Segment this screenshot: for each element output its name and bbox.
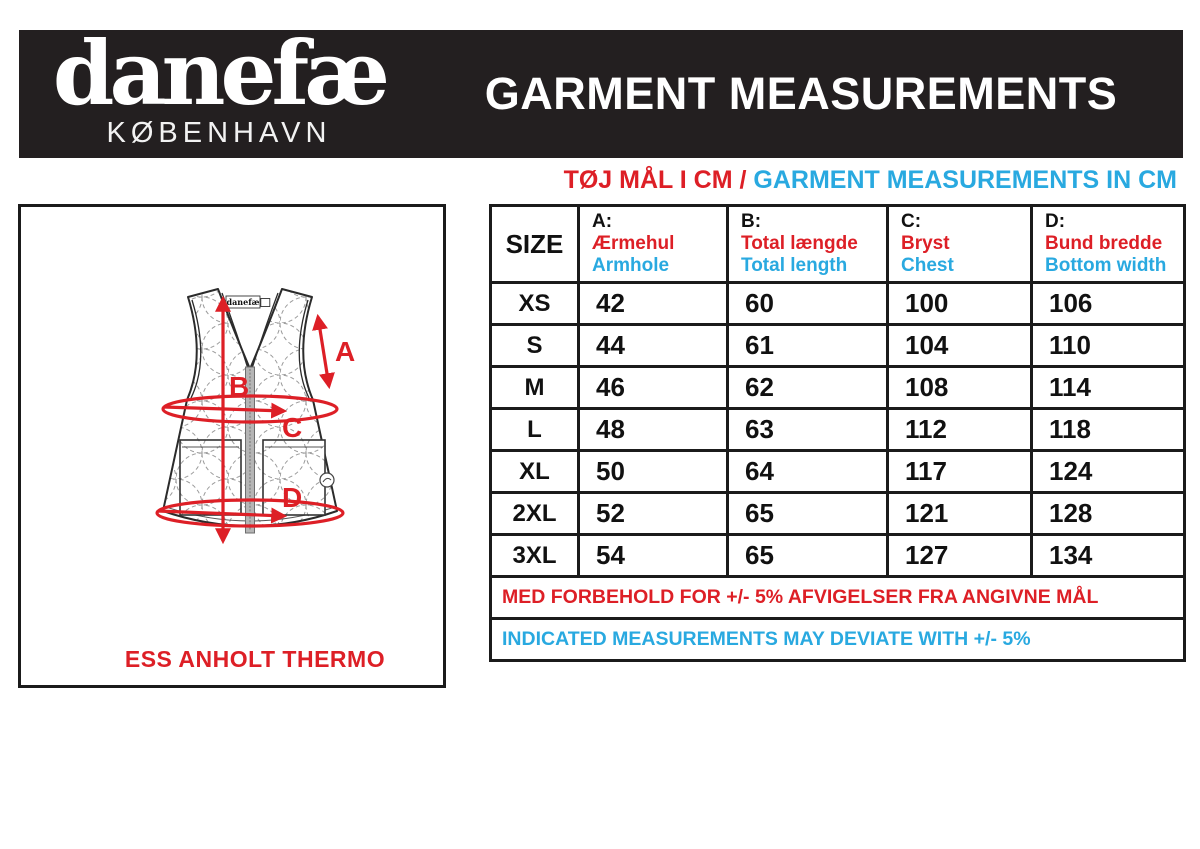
column-header-d: D: Bund bredde Bottom width [1032, 206, 1185, 283]
size-label: XL [491, 451, 579, 493]
subtitle-danish: TØJ MÅL I CM / [563, 166, 754, 194]
column-header-b: B: Total længde Total length [728, 206, 888, 283]
value-b: 65 [728, 535, 888, 577]
value-d: 118 [1032, 409, 1185, 451]
value-c: 104 [888, 325, 1032, 367]
value-b: 65 [728, 493, 888, 535]
value-d: 114 [1032, 367, 1185, 409]
brand-logo [19, 20, 419, 149]
value-a: 44 [579, 325, 728, 367]
garment-diagram-panel [18, 204, 446, 688]
value-b: 62 [728, 367, 888, 409]
subtitle [564, 166, 1177, 195]
header-bar [19, 20, 1183, 158]
column-header-c: C: Bryst Chest [888, 206, 1032, 283]
logo-patch [320, 473, 334, 487]
table-row [491, 325, 1185, 367]
measure-label-c: C [282, 412, 303, 443]
size-label: S [491, 325, 579, 367]
table-header-row [491, 206, 1185, 283]
value-b: 60 [728, 283, 888, 325]
table-row [491, 283, 1185, 325]
value-a: 48 [579, 409, 728, 451]
size-column-header: SIZE [491, 206, 579, 283]
value-c: 100 [888, 283, 1032, 325]
value-a: 50 [579, 451, 728, 493]
disclaimer-danish: MED FORBEHOLD FOR +/- 5% AFVIGELSER FRA ANGIVNE MÅL [491, 577, 1185, 619]
value-a: 46 [579, 367, 728, 409]
value-d: 134 [1032, 535, 1185, 577]
value-b: 63 [728, 409, 888, 451]
disclaimer-row-danish [491, 577, 1185, 619]
vest-diagram [124, 271, 374, 587]
value-c: 108 [888, 367, 1032, 409]
disclaimer-english: INDICATED MEASUREMENTS MAY DEVIATE WITH +/- 5% [491, 619, 1185, 661]
size-label: 2XL [491, 493, 579, 535]
column-header-a: A: Ærmehul Armhole [579, 206, 728, 283]
table-row [491, 493, 1185, 535]
disclaimer-row-english [491, 619, 1185, 661]
measurements-table [489, 204, 1186, 662]
size-label: M [491, 367, 579, 409]
value-d: 110 [1032, 325, 1185, 367]
value-a: 42 [579, 283, 728, 325]
size-label: L [491, 409, 579, 451]
value-d: 128 [1032, 493, 1185, 535]
table-row [491, 451, 1185, 493]
table-row [491, 367, 1185, 409]
value-c: 127 [888, 535, 1032, 577]
brand-city: KØBENHAVN [106, 116, 332, 149]
measure-label-a: A [335, 336, 356, 367]
value-c: 121 [888, 493, 1032, 535]
value-a: 54 [579, 535, 728, 577]
value-c: 117 [888, 451, 1032, 493]
measure-label-d: D [282, 482, 303, 513]
product-name: ESS ANHOLT THERMO [124, 646, 386, 672]
table-row [491, 535, 1185, 577]
value-c: 112 [888, 409, 1032, 451]
size-label: XS [491, 283, 579, 325]
value-d: 124 [1032, 451, 1185, 493]
value-b: 61 [728, 325, 888, 367]
value-d: 106 [1032, 283, 1185, 325]
neck-label-text: danefæ [226, 297, 260, 307]
size-label: 3XL [491, 535, 579, 577]
table-row [491, 409, 1185, 451]
subtitle-english: GARMENT MEASUREMENTS IN CM [753, 166, 1177, 194]
value-a: 52 [579, 493, 728, 535]
brand-wordmark: danefæ [52, 20, 386, 125]
page-title: GARMENT MEASUREMENTS [484, 68, 1118, 119]
value-b: 64 [728, 451, 888, 493]
measure-label-b: B [229, 371, 250, 402]
